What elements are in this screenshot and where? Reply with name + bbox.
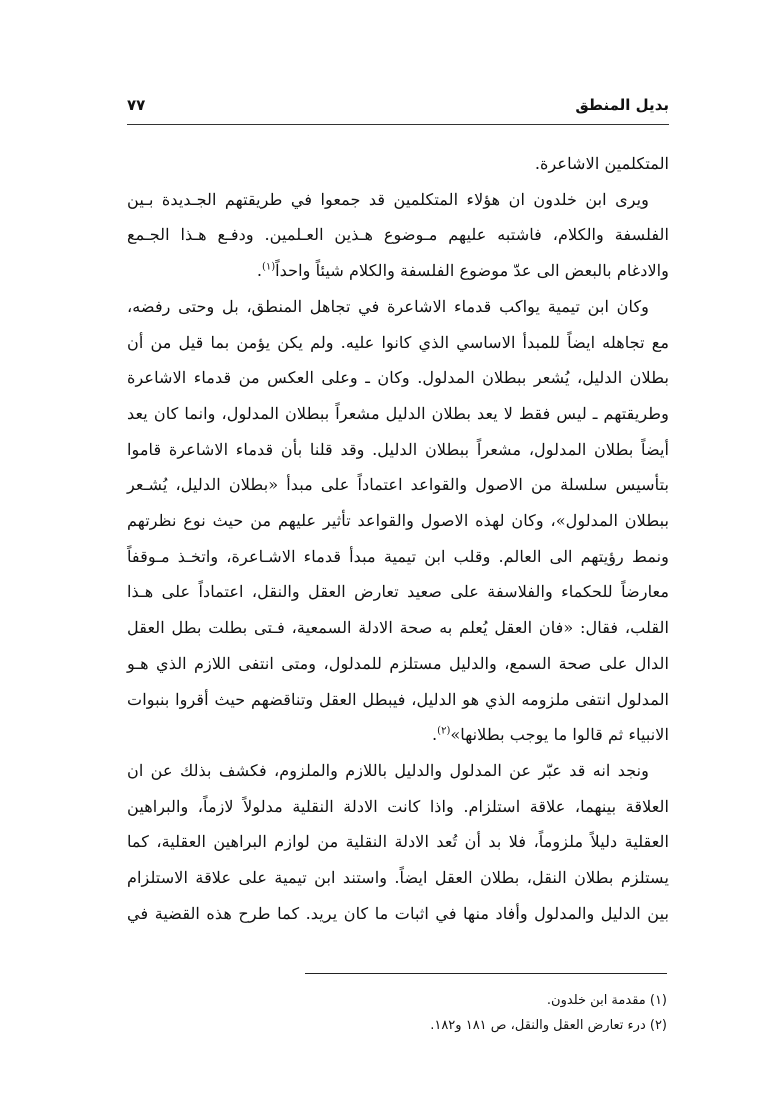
- footnote-ref[interactable]: (٢): [437, 725, 451, 737]
- body-text: [127, 146, 669, 931]
- text-line: ببطلان المدلول»، وكان لهذه الاصول والقواعد تأثير عليهم من حيث نوع نظرتهم: [127, 511, 669, 531]
- period: .: [256, 261, 262, 281]
- footnote-separator: [305, 973, 667, 974]
- paragraph: [127, 182, 669, 289]
- text-line: بتأسيس سلسلة من الاصول والقواعد اعتماداً على مبدأ «بطلان الدليل، يُشـعر: [127, 475, 669, 495]
- footnote-ref[interactable]: (١): [261, 261, 276, 273]
- text-line-with-footnote: [127, 717, 669, 753]
- text-line: يستلزم بطلان النقل، بطلان العقل ايضاً. واستند ابن تيمية على علاقة الاستلزام: [127, 868, 669, 888]
- paragraph: [127, 289, 669, 753]
- text-line: وكان ابن تيمية يواكب قدماء الاشاعرة في تجاهل المنطق، بل وحتى رفضه،: [127, 296, 649, 316]
- text-line: ونمط رؤيتهم الى العالم. وقلب ابن تيمية مبدأ قدماء الاشـاعرة، واتخـذ مـوقفاً: [127, 546, 669, 566]
- page-header: [127, 94, 669, 125]
- text-line: والادغام بالبعض الى عدّ موضوع الفلسفة والكلام شيئاً واحداً: [275, 261, 669, 281]
- text-line: القلب، فقال: «فان العقل يُعلم به صحة الادلة السمعية، فـتى بطلت بطل العقل: [127, 618, 669, 638]
- text-line: الدال على صحة السمع، والدليل مستلزم للمدلول، ومتى انتفى اللازم الذي هـو: [127, 653, 669, 673]
- footnotes: [305, 988, 667, 1038]
- paragraph: [127, 146, 669, 182]
- text-line-with-footnote: [127, 253, 669, 289]
- text-line: وطريقتهم ـ ليس فقط لا يعد بطلان الدليل مشعراً ببطلان المدلول، وانما كان يعد: [127, 403, 669, 423]
- running-title: بديل المنطق: [575, 96, 669, 114]
- text-line: المتكلمين الاشاعرة.: [534, 154, 669, 173]
- text-line: المدلول انتفى ملزومه الذي هو الدليل، فيبطل العقل وتناقضهم حيث أقروا بنبوات: [127, 689, 669, 709]
- paragraph: [127, 753, 669, 932]
- text-line: العلاقة بينهما، علاقة استلزام. واذا كانت الادلة النقلية مدلولاً لازماً، والبراهين: [127, 796, 669, 816]
- text-line: معارضاً للحكماء والفلاسفة على صعيد تعارض العقل والنقل، اعتماداً على هـذا: [127, 582, 669, 602]
- footnote-2: (٢) درء تعارض العقل والنقل، ص ١٨١ و١٨٢.: [430, 1018, 667, 1033]
- page-number: ٧٧: [127, 96, 146, 114]
- text-line: ويرى ابن خلدون ان هؤلاء المتكلمين قد جمعوا في طريقتهم الجـديدة بـين: [127, 189, 649, 209]
- text-line: العقلية دليلاً ملزوماً، فلا بد أن تُعد الادلة النقلية من لوازم البراهين العقلية، كما: [127, 832, 669, 852]
- text-line: ونجد انه قد عبّر عن المدلول والدليل باللازم والملزوم، فكشف بذلك عن ان: [127, 760, 649, 780]
- text-line: بطلان الدليل، يُشعر ببطلان المدلول. وكان ـ وعلى العكس من قدماء الاشاعرة: [127, 368, 669, 388]
- text-line: بين الدليل والمدلول وأفاد منها في اثبات ما كان يريد. كما طرح هذه القضية في: [127, 903, 669, 923]
- period: .: [432, 725, 438, 745]
- text-line: الفلسفة والكلام، فاشتبه عليهم مـوضوع هـذين العـلمين. ودفـع هـذا الجـمع: [127, 225, 669, 245]
- footnote-1: (١) مقدمة ابن خلدون.: [546, 993, 667, 1008]
- text-line: الانبياء ثم قالوا ما يوجب بطلانها»: [450, 725, 669, 745]
- text-line: أيضاً بطلان المدلول، مشعراً ببطلان الدليل. وقد قلنا بأن قدماء الاشاعرة قاموا: [127, 439, 669, 459]
- text-line: مع تجاهله ايضاً للمبدأ الاساسي الذي كانوا عليه. ولم يكن يؤمن بما قيل من أن: [127, 332, 669, 352]
